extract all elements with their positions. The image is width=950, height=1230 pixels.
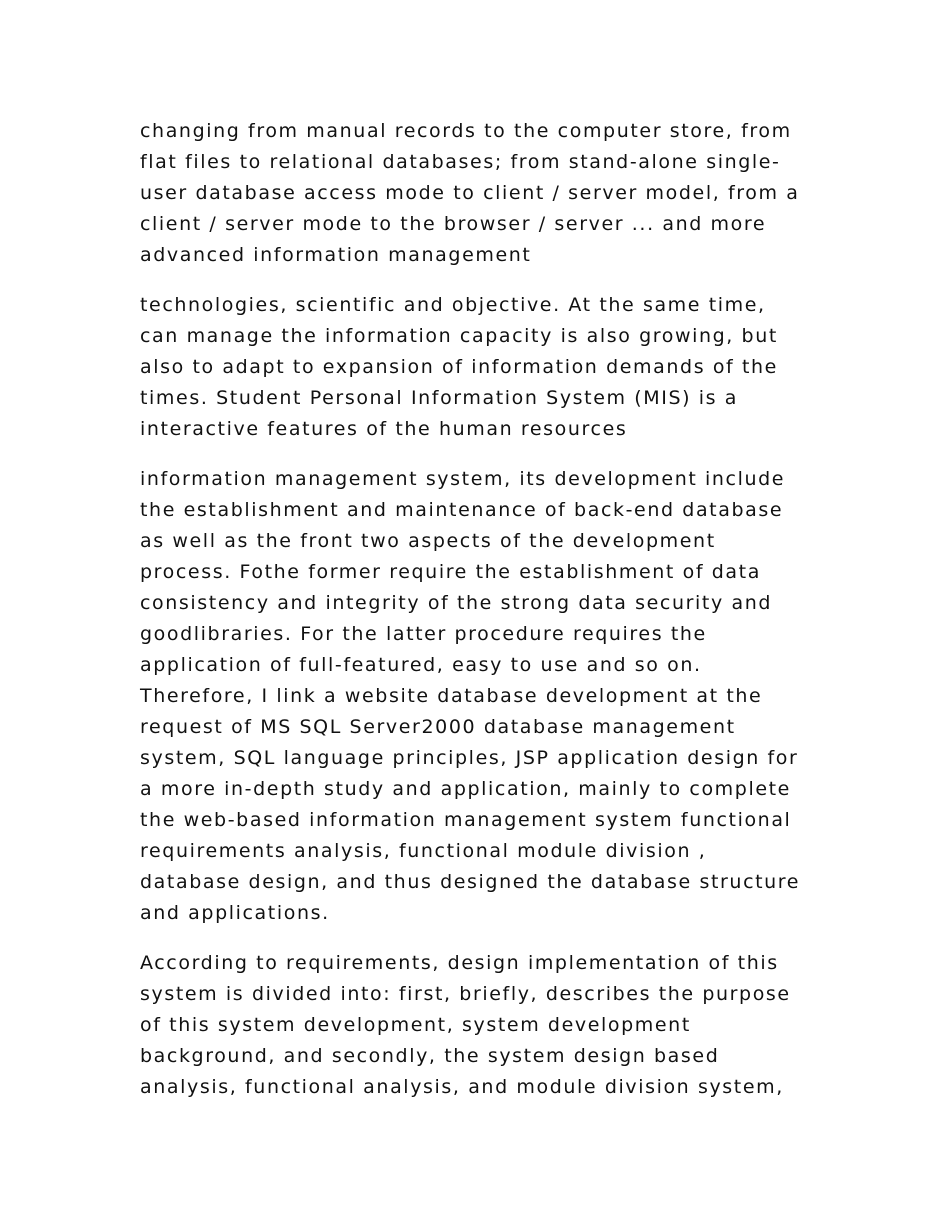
paragraph-3: information management system, its development include the establishment and maintenance of back-end database as well as the front two aspects of the development process. Fothe former require the establishment of data consistency and integrity of the strong data security and goodlibraries. For the latter procedure requires the application of full-featured, easy to use and so on. Therefore, I link a website database development at the request of MS SQL Server2000 database management system, SQL language principles, JSP application design for a more in-depth study and application, mainly to complete the web-based information management system functional requirements analysis, functional module division , database design, and thus designed the database structure and applications. [140,468,801,924]
paragraph-4: According to requirements, design implementation of this system is divided into: first, briefly, describes the purpose of this system development, system development background, and secondly, the system design based analysis, functional analysis, and module division system, [140,952,791,1098]
paragraph-2: technologies, scientific and objective. At the same time, can manage the information capacity is also growing, but also to adapt to expansion of information demands of the times. Student Personal Information System (MIS) is a interactive features of the human resources [140,294,778,440]
paragraph-1: changing from manual records to the computer store, from flat files to relational databases; from stand-alone single- user database access mode to client / server model, from a client / server mode to the browser / server ... and more advanced information management [140,120,800,266]
document-body [140,116,812,1122]
